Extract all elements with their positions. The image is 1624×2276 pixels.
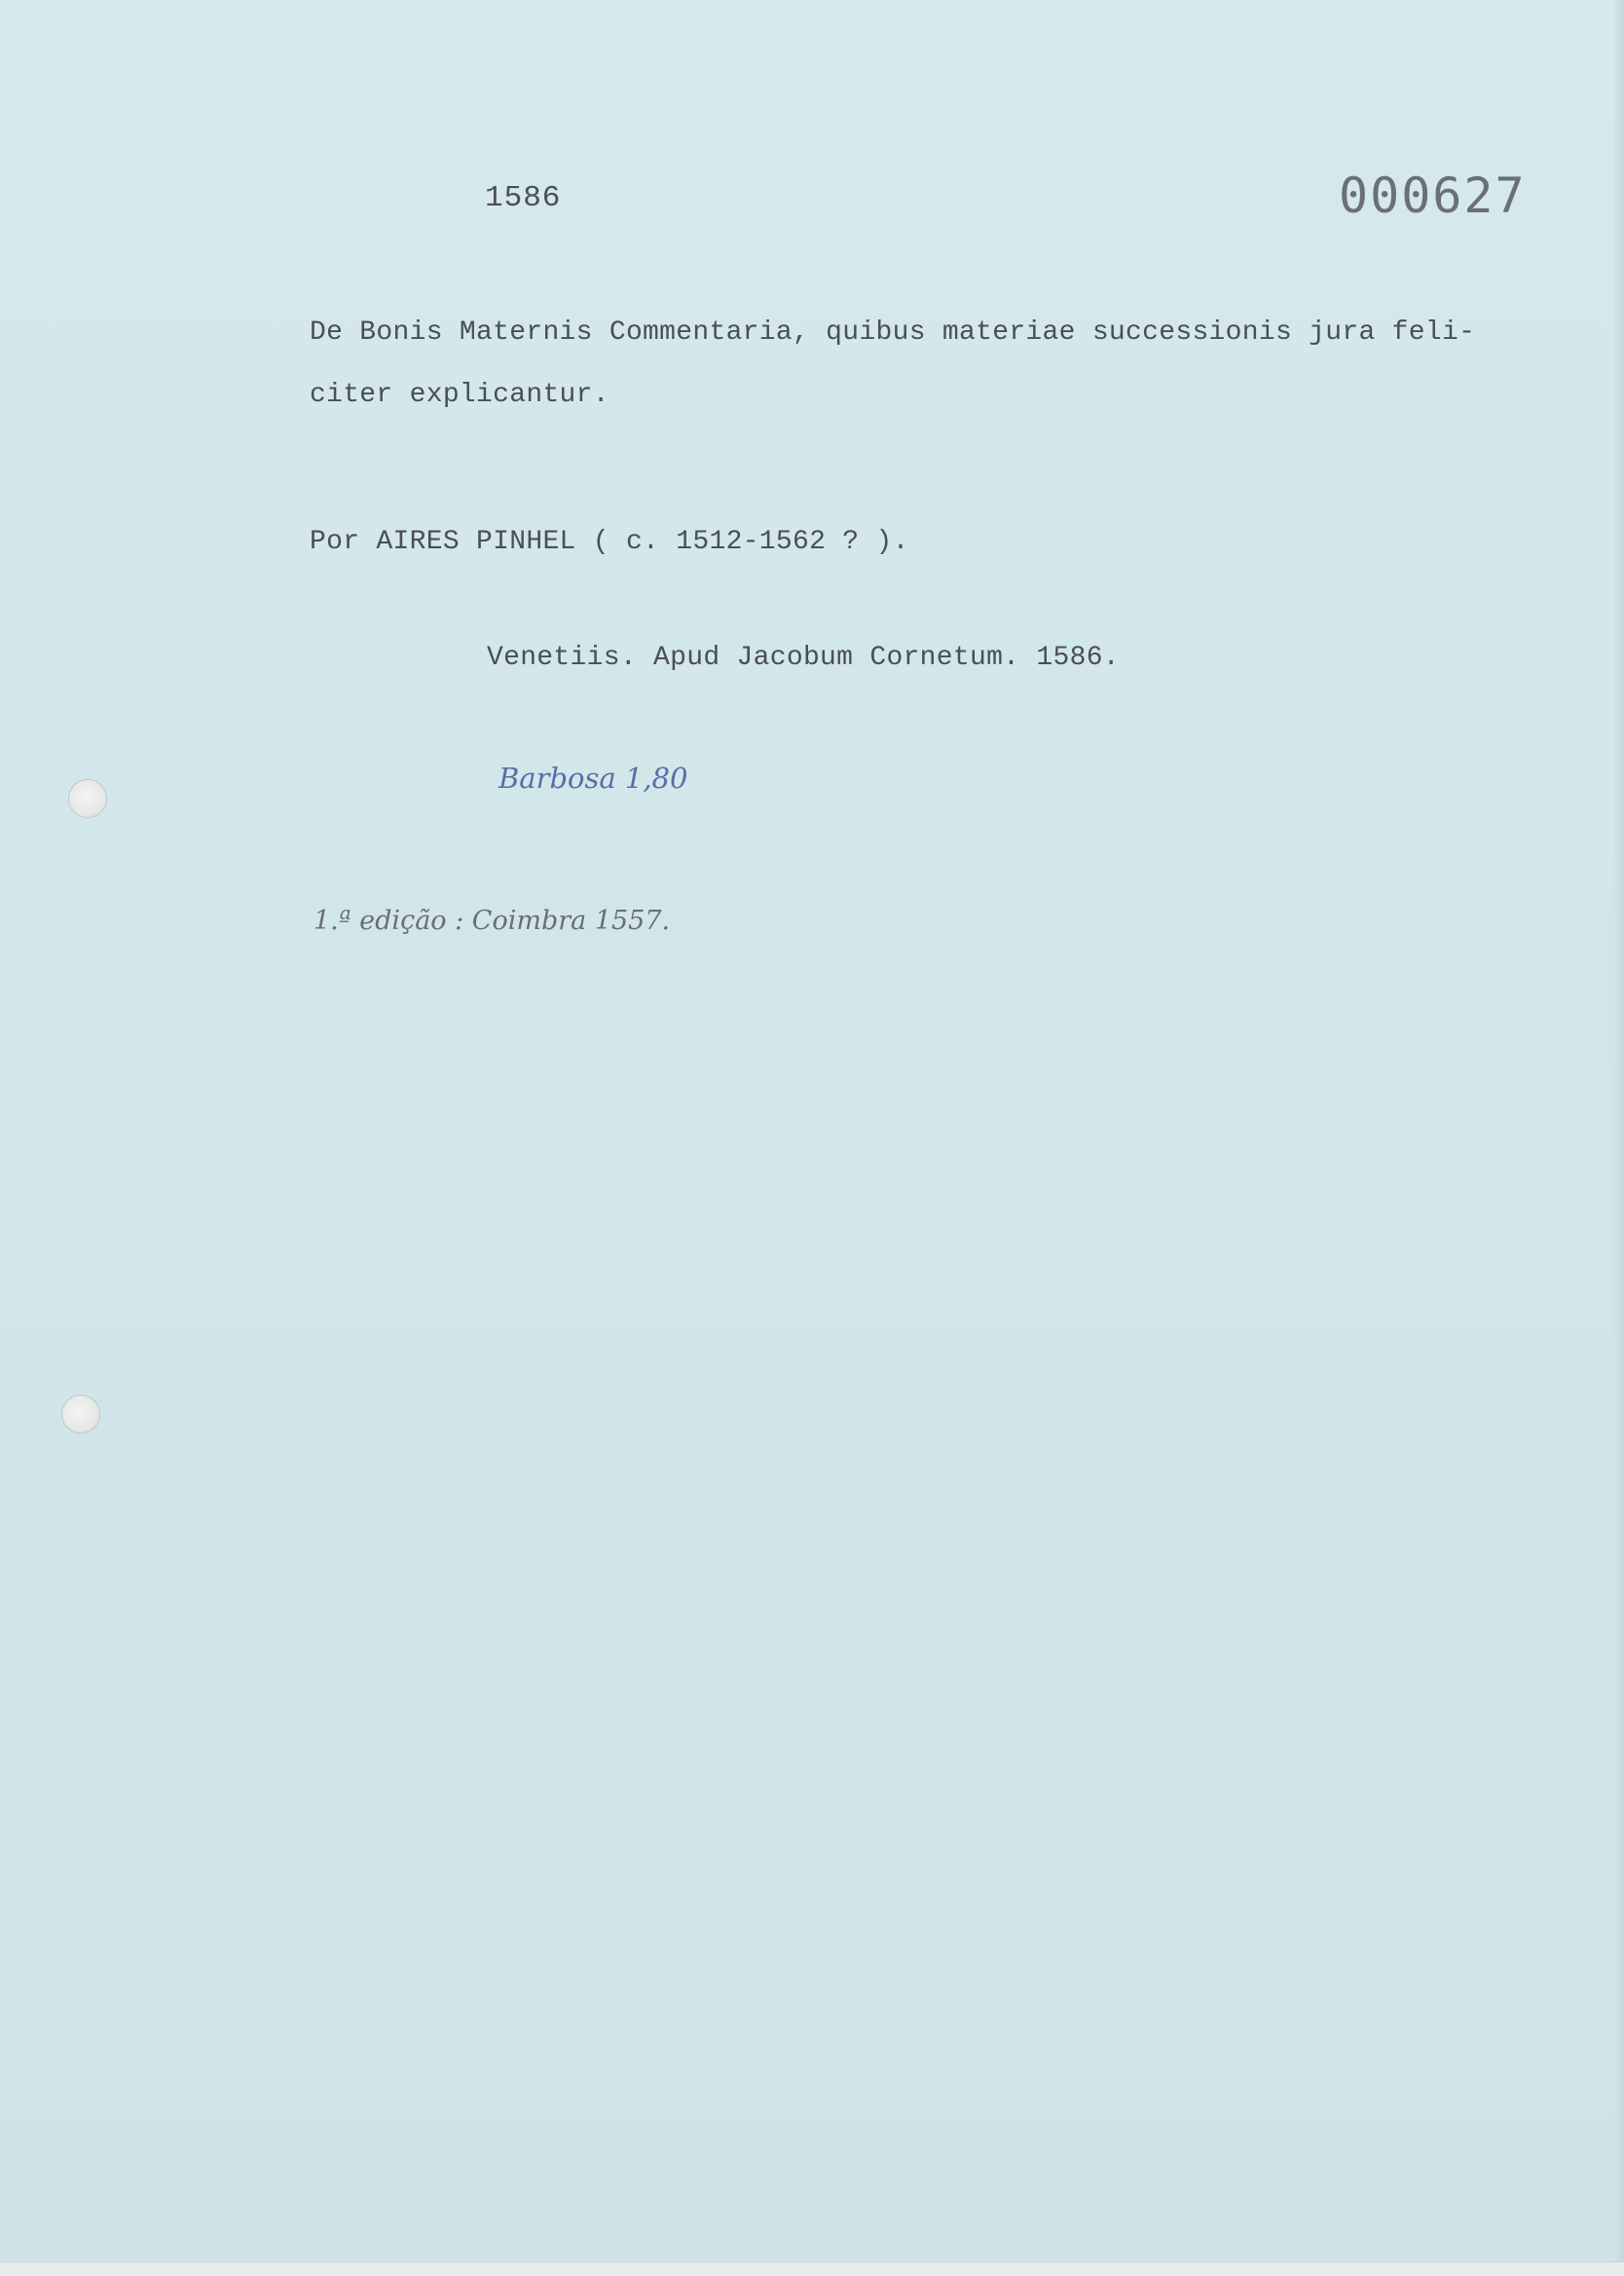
record-number-stamp: 000627 bbox=[1339, 168, 1527, 224]
card-right-edge bbox=[1614, 0, 1624, 2276]
handwritten-reference: Barbosa 1,80 bbox=[498, 762, 688, 795]
imprint-line: Venetiis. Apud Jacobum Cornetum. 1586. bbox=[487, 643, 1120, 673]
handwritten-edition-note: 1.ª edição : Coimbra 1557. bbox=[314, 906, 671, 936]
author-line: Por AIRES PINHEL ( c. 1512-1562 ? ). bbox=[310, 527, 909, 557]
publication-year: 1586 bbox=[485, 181, 562, 215]
card-bottom-edge bbox=[0, 2261, 1624, 2276]
punch-hole-icon bbox=[68, 779, 107, 818]
title-line-2: citer explicantur. bbox=[310, 380, 609, 410]
punch-hole-icon bbox=[61, 1395, 100, 1434]
title-line-1: De Bonis Maternis Commentaria, quibus materiae successionis jura feli- bbox=[310, 317, 1476, 348]
